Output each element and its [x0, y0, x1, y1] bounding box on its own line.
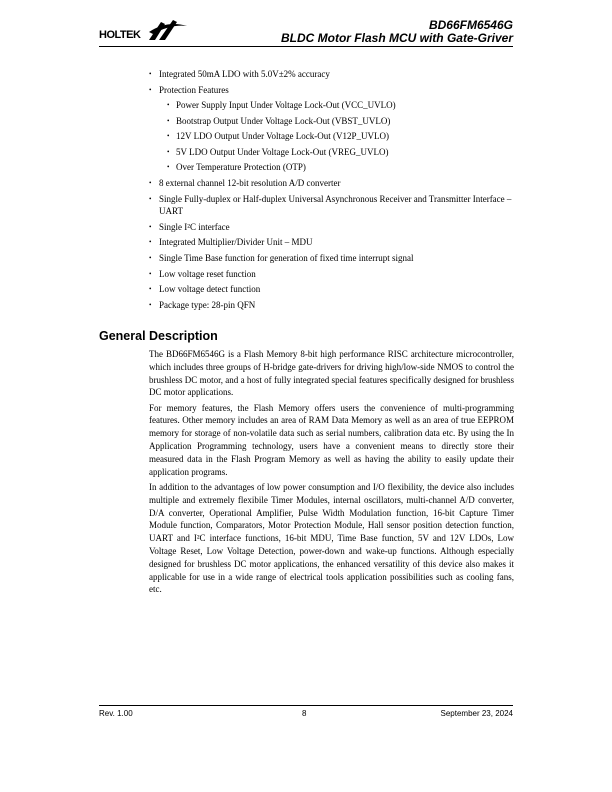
sub-feature-item: • Over Temperature Protection (OTP)	[159, 161, 515, 174]
feature-item	[149, 177, 515, 190]
sub-feature-item: • 5V LDO Output Under Voltage Lock-Out (VREG_UVLO)	[159, 146, 515, 159]
paragraph: In addition to the advantages of low power consumption and I/O flexibility, the device also includes multiple and extremely flexibile Timer Modules, internal oscillators, multi-channel A/D converter, D/A converter, Operational Amplifier, Pulse Width Modulation function, 16-bit Capture Timer Module function, Comparators, Motor Protection Module, Hall sensor position detection function, UART and I²C interface functions, 16-bit MDU, Time Base function, 5V and 12V LDOs, Low Voltage Reset, Low Voltage Detection, power-down and wake-up functions. Although especially designed for brushless DC motor applications, the enhanced versatility of this device also makes it applicable for use in a wide range of electrical tools application possibilities such as cooling fans, etc.	[149, 481, 514, 595]
feature-text: Single Time Base function for generation of fixed time interrupt signal	[159, 252, 414, 263]
sub-feature-list	[159, 99, 515, 174]
feature-text: Package type: 28-pin QFN	[159, 299, 256, 310]
feature-item	[149, 283, 515, 296]
feature-text: Single I²C interface	[159, 221, 230, 232]
feature-item	[149, 299, 515, 312]
feature-item	[149, 268, 515, 281]
feature-text: Low voltage reset function	[159, 268, 256, 279]
holtek-logo	[99, 14, 189, 44]
svg-text:HOLTEK: HOLTEK	[99, 29, 141, 41]
feature-text: 8 external channel 12-bit resolution A/D converter	[159, 178, 341, 189]
feature-item	[149, 84, 515, 174]
footer-page-number: 8	[302, 709, 307, 718]
header-divider	[99, 46, 513, 47]
sub-feature-item: • 12V LDO Output Under Voltage Lock-Out (V12P_UVLO)	[159, 130, 515, 143]
sub-feature-item: • Power Supply Input Under Voltage Lock-Out (VCC_UVLO)	[159, 99, 515, 112]
paragraph: For memory features, the Flash Memory offers users the convenience of multi-programming features. Other memory includes an area of RAM Data Memory as well as an area of true EEPROM memory for storage of non-volatile data such as serial numbers, calibration data etc. By using the In Application Programming technology, users have a convenient means to directly store their measured data in the Flash Program Memory as well as having the ability to easily update their application programs.	[149, 402, 514, 477]
header-title	[281, 19, 513, 45]
paragraph: The BD66FM6546G is a Flash Memory 8-bit high performance RISC architecture microcontroller, which includes three groups of H-bridge gate-drivers for driving high/low-side NMOS to control the brushless DC motor, and a host of fully integrated special features specifically designed for brushless DC motor applications.	[149, 349, 514, 398]
features-list	[149, 68, 515, 314]
feature-text: Single Fully-duplex or Half-duplex Universal Asynchronous Receiver and Transmitter Interface – UART	[159, 193, 512, 217]
part-number: BD66FM6546G	[428, 18, 513, 32]
feature-item	[149, 193, 515, 218]
footer-date: September 23, 2024	[440, 709, 513, 718]
sub-feature-item: • Bootstrap Output Under Voltage Lock-Out (VBST_UVLO)	[159, 115, 515, 128]
feature-item	[149, 236, 515, 249]
feature-item	[149, 252, 515, 265]
footer-revision: Rev. 1.00	[99, 709, 133, 718]
feature-item	[149, 68, 515, 81]
feature-item	[149, 221, 515, 234]
feature-text: Integrated Multiplier/Divider Unit – MDU	[159, 237, 313, 248]
section-title: General Description	[99, 329, 218, 343]
feature-text: Protection Features	[159, 84, 229, 95]
footer-divider	[99, 705, 513, 706]
general-description	[149, 348, 514, 599]
feature-text: Low voltage detect function	[159, 284, 261, 295]
document-subtitle: BLDC Motor Flash MCU with Gate-Griver	[280, 31, 513, 45]
feature-text: Integrated 50mA LDO with 5.0V±2% accuracy	[159, 69, 330, 79]
